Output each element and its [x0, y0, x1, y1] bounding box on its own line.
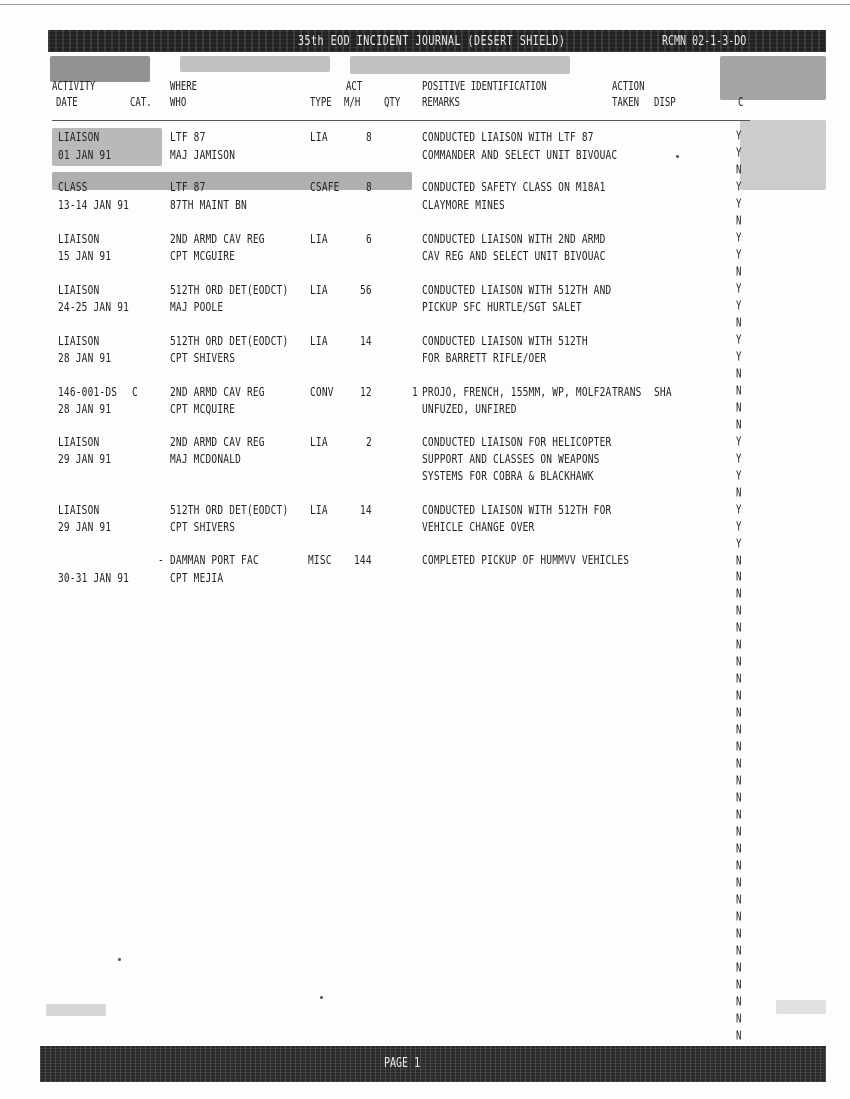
row-date: 24-25 JAN 91	[58, 300, 130, 315]
flag-value: N	[736, 486, 742, 501]
footer-banner	[40, 1046, 826, 1082]
scan-noise	[52, 172, 412, 190]
row-mh: 12	[360, 385, 372, 400]
header-date: DATE	[56, 96, 78, 110]
flag-value: N	[736, 605, 742, 619]
flag-value: Y	[736, 452, 742, 467]
header-where: WHERE	[170, 80, 198, 94]
row-where: 2ND ARMD CAV REG	[170, 435, 265, 450]
flag-value: Y	[736, 537, 742, 552]
row-remarks-line: CAV REG AND SELECT UNIT BIVOUAC	[422, 249, 606, 264]
row-cat: C	[132, 385, 138, 400]
row-remarks-line: CLAYMORE MINES	[422, 198, 505, 213]
scan-speck	[118, 958, 121, 961]
row-activity: CLASS	[58, 180, 88, 195]
scan-noise	[740, 120, 826, 190]
row-mh: 144	[354, 553, 372, 568]
flag-value: N	[736, 962, 742, 976]
flag-value: N	[736, 707, 742, 721]
flag-value: N	[736, 554, 742, 568]
row-activity: LIAISON	[58, 283, 100, 298]
row-date: 29 JAN 91	[58, 520, 112, 535]
header-activity: ACTIVITY	[52, 80, 96, 94]
flag-value: N	[736, 384, 742, 399]
flag-value: N	[736, 826, 742, 840]
header-act: ACT	[346, 80, 363, 94]
row-date: 01 JAN 91	[58, 148, 112, 163]
flag-value: Y	[736, 520, 742, 535]
row-activity: LIAISON	[58, 334, 100, 349]
row-mh: 8	[366, 180, 372, 195]
header-c: C	[738, 96, 744, 110]
row-who: 87TH MAINT BN	[170, 198, 247, 213]
row-date: 28 JAN 91	[58, 351, 112, 366]
flag-value: N	[736, 995, 742, 1010]
flag-value: N	[736, 877, 742, 891]
report-control-number: RCMN 02-1-3-DO	[662, 34, 747, 49]
row-activity: LIAISON	[58, 503, 100, 518]
row-where: 512TH ORD DET(EODCT)	[170, 283, 289, 298]
row-activity: 146-001-DS	[58, 385, 118, 400]
header-type: TYPE	[310, 96, 332, 110]
row-where: 512TH ORD DET(EODCT)	[170, 334, 289, 349]
header-taken: TAKEN	[612, 96, 640, 110]
flag-value: N	[736, 622, 742, 636]
row-date: 28 JAN 91	[58, 402, 112, 417]
row-where-mark: -	[158, 553, 164, 568]
journal-title: 35th EOD INCIDENT JOURNAL (DESERT SHIELD)	[298, 34, 566, 49]
flag-value: N	[736, 588, 742, 602]
row-mh: 14	[360, 334, 372, 349]
row-where: LTF 87	[170, 130, 206, 145]
row-mh: 56	[360, 283, 372, 298]
row-where: 2ND ARMD CAV REG	[170, 385, 265, 400]
row-remarks-line: SUPPORT AND CLASSES ON WEAPONS	[422, 452, 600, 467]
flag-value: N	[736, 979, 742, 993]
flag-value: Y	[736, 146, 742, 161]
flag-value: N	[736, 214, 742, 229]
scan-noise	[180, 56, 330, 72]
row-type: CONV	[310, 385, 334, 400]
row-type: MISC	[308, 553, 332, 568]
row-disp: SHA	[654, 385, 672, 400]
row-remarks-line: SYSTEMS FOR COBRA & BLACKHAWK	[422, 469, 594, 484]
flag-value: Y	[736, 435, 742, 450]
flag-value: N	[736, 265, 742, 280]
row-remarks-line: CONDUCTED LIAISON WITH 512TH AND	[422, 283, 612, 298]
flag-value: N	[736, 367, 742, 382]
row-type: LIA	[310, 130, 328, 145]
flag-value: Y	[736, 197, 742, 212]
row-remarks-line: PROJO, FRENCH, 155MM, WP, MOLF2A	[422, 385, 612, 400]
header-mh: M/H	[344, 96, 361, 110]
row-who: CPT SHIVERS	[170, 351, 236, 366]
row-remarks-line: UNFUZED, UNFIRED	[422, 402, 517, 417]
row-where: 2ND ARMD CAV REG	[170, 232, 265, 247]
flag-value: N	[736, 418, 742, 433]
flag-value: N	[736, 673, 742, 687]
header-who: WHO	[170, 96, 187, 110]
scan-noise	[776, 1000, 826, 1014]
row-mh: 14	[360, 503, 372, 518]
flag-value: N	[736, 775, 742, 789]
row-who: MAJ MCDONALD	[170, 452, 242, 467]
row-who: MAJ JAMISON	[170, 148, 236, 163]
row-type: LIA	[310, 283, 328, 298]
scan-noise	[350, 56, 570, 74]
row-remarks-line: VEHICLE CHANGE OVER	[422, 520, 535, 535]
row-remarks-line: CONDUCTED LIAISON WITH LTF 87	[422, 130, 594, 145]
flag-value: N	[736, 911, 742, 925]
scan-noise	[50, 56, 150, 82]
flag-value: N	[736, 860, 742, 874]
row-mh: 8	[366, 130, 372, 145]
flag-value: Y	[736, 180, 742, 195]
scan-speck	[676, 155, 679, 158]
flag-value: N	[736, 724, 742, 738]
flag-value: N	[736, 741, 742, 755]
flag-value: Y	[736, 231, 742, 246]
header-cat: CAT.	[130, 96, 152, 110]
row-remarks-line: FOR BARRETT RIFLE/OER	[422, 351, 547, 366]
row-action-taken: TRANS	[612, 385, 642, 400]
row-remarks-line: CONDUCTED LIAISON WITH 2ND ARMD	[422, 232, 606, 247]
row-activity: LIAISON	[58, 435, 100, 450]
row-remarks-line: CONDUCTED LIAISON FOR HELICOPTER	[422, 435, 612, 450]
flag-value: N	[736, 758, 742, 772]
header-qty: QTY	[384, 96, 401, 110]
top-rule	[0, 4, 850, 5]
row-type: LIA	[310, 503, 328, 518]
flag-value: N	[736, 571, 742, 585]
flag-value: Y	[736, 469, 742, 484]
row-who: CPT MCQUIRE	[170, 402, 236, 417]
row-type: LIA	[310, 435, 328, 450]
flag-value: N	[736, 316, 742, 331]
flag-value: N	[736, 656, 742, 670]
row-qty: 1	[412, 385, 418, 400]
flag-value: N	[736, 1029, 742, 1044]
flag-value: Y	[736, 333, 742, 348]
header-remarks: REMARKS	[422, 96, 460, 110]
page-number: PAGE 1	[384, 1056, 421, 1071]
row-activity: LIAISON	[58, 130, 100, 145]
flag-value: N	[736, 809, 742, 823]
row-where: 512TH ORD DET(EODCT)	[170, 503, 289, 518]
flag-value: N	[736, 401, 742, 416]
row-who: CPT SHIVERS	[170, 520, 236, 535]
scan-noise	[46, 1004, 106, 1016]
row-date: 30-31 JAN 91	[58, 571, 130, 586]
flag-value: N	[736, 894, 742, 908]
row-mh: 2	[366, 435, 372, 450]
row-date: 15 JAN 91	[58, 249, 112, 264]
flag-value: N	[736, 639, 742, 653]
scan-speck	[320, 996, 323, 999]
flag-value: Y	[736, 503, 742, 518]
row-date: 13-14 JAN 91	[58, 198, 130, 213]
row-type: CSAFE	[310, 180, 340, 195]
row-activity: LIAISON	[58, 232, 100, 247]
row-who: MAJ POOLE	[170, 300, 224, 315]
row-where: LTF 87	[170, 180, 206, 195]
header-disp: DISP	[654, 96, 676, 110]
flag-value: Y	[736, 248, 742, 263]
flag-value: N	[736, 843, 742, 857]
flag-value: N	[736, 945, 742, 959]
row-type: LIA	[310, 232, 328, 247]
flag-value: Y	[736, 130, 742, 144]
flag-value: Y	[736, 282, 742, 297]
flag-value: Y	[736, 350, 742, 365]
row-who: CPT MCGUIRE	[170, 249, 236, 264]
header-rule	[52, 120, 750, 121]
header-positive-id: POSITIVE IDENTIFICATION	[422, 80, 547, 94]
row-date: 29 JAN 91	[58, 452, 112, 467]
row-remarks-line: CONDUCTED LIAISON WITH 512TH FOR	[422, 503, 612, 518]
flag-value: N	[736, 1012, 742, 1027]
header-action: ACTION	[612, 80, 645, 94]
row-type: LIA	[310, 334, 328, 349]
row-remarks-line: CONDUCTED SAFETY CLASS ON M18A1	[422, 180, 606, 195]
flag-value: N	[736, 690, 742, 704]
row-remarks-line: COMPLETED PICKUP OF HUMMVV VEHICLES	[422, 553, 630, 568]
row-who: CPT MEJIA	[170, 571, 224, 586]
flag-value: Y	[736, 299, 742, 314]
row-remarks-line: CONDUCTED LIAISON WITH 512TH	[422, 334, 588, 349]
row-remarks-line: COMMANDER AND SELECT UNIT BIVOUAC	[422, 148, 618, 163]
flag-value: N	[736, 928, 742, 942]
row-mh: 6	[366, 232, 372, 247]
flag-value: N	[736, 163, 742, 178]
row-where: DAMMAN PORT FAC	[170, 553, 259, 568]
flag-value: N	[736, 792, 742, 806]
scan-noise	[720, 56, 826, 100]
row-remarks-line: PICKUP SFC HURTLE/SGT SALET	[422, 300, 582, 315]
